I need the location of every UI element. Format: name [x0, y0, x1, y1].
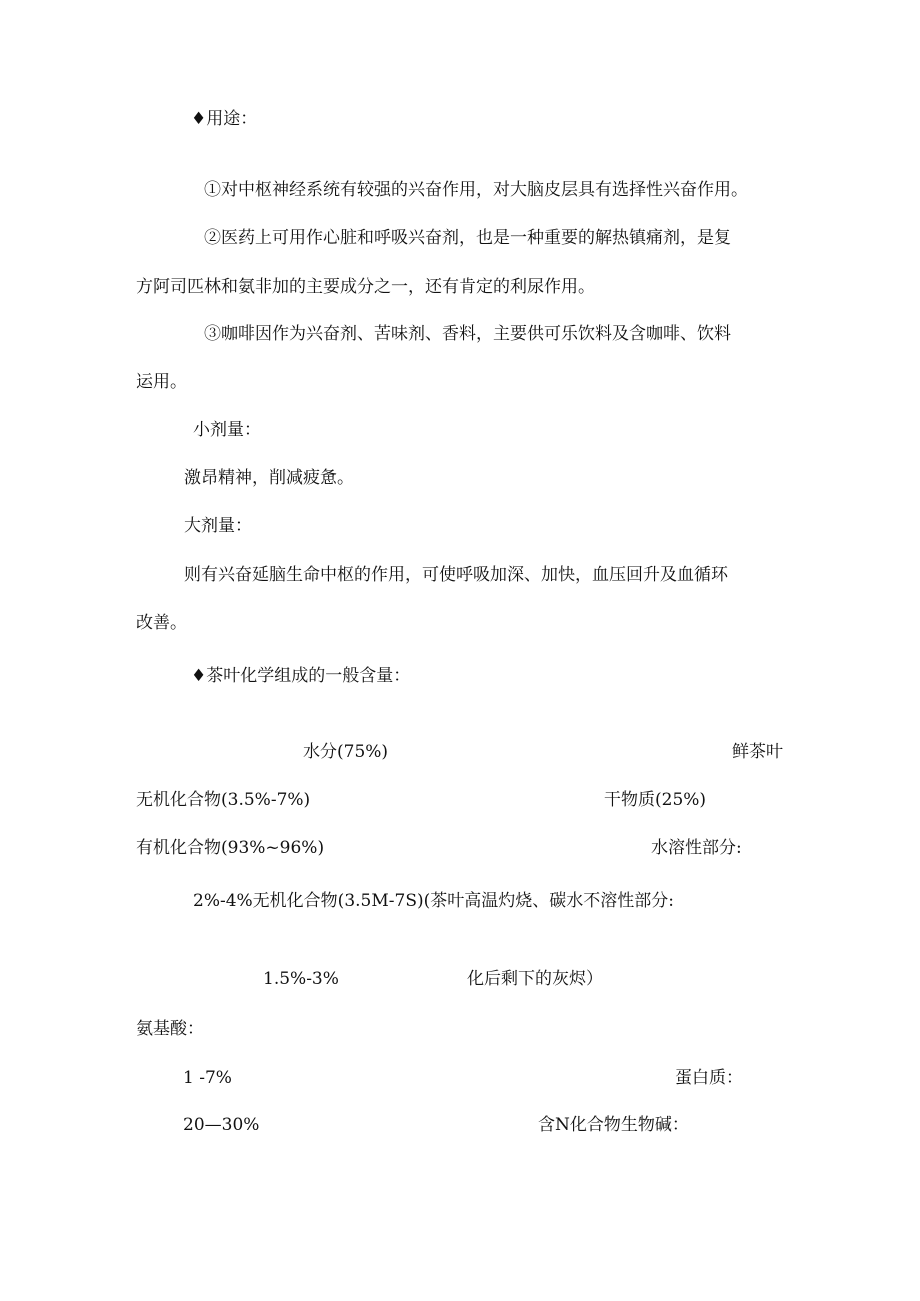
range-1-to-7: 1 -7%: [183, 1068, 232, 1088]
uses-item-3-line-1: ③咖啡因作为兴奋剂、苦味剂、香料，主要供可乐饮料及含咖啡、饮料: [204, 324, 731, 344]
organic-compounds: 有机化合物(93%~96%): [136, 838, 325, 858]
uses-item-2-line-2: 方阿司匹林和氨非加的主要成分之一，还有肯定的利尿作用。: [136, 277, 595, 297]
inorganic-compounds: 无机化合物(3.5%-7%): [136, 790, 311, 810]
water-content: 水分(75%): [303, 742, 389, 762]
composition-heading: ♦茶叶化学组成的一般含量：: [191, 666, 411, 686]
composition-line-2-4: 2%-4%无机化合物(3.5M-7S)(茶叶高温灼烧、碳水不溶性部分:: [193, 891, 674, 911]
protein-label: 蛋白质：: [675, 1068, 743, 1088]
ash-description: 化后剩下的灰烬）: [467, 969, 603, 989]
range-1-5-to-3: 1.5%-3%: [263, 969, 339, 989]
nitrogen-compounds-label: 含N化合物生物碱：: [538, 1115, 689, 1135]
uses-item-3-line-2: 运用。: [136, 372, 187, 392]
large-dose-label: 大剂量：: [184, 516, 252, 536]
small-dose-text: 激昂精神，削减疲惫。: [184, 468, 354, 488]
large-dose-line-1: 则有兴奋延脑生命中枢的作用，可使呼吸加深、加快，血压回升及血循环: [184, 565, 728, 585]
large-dose-line-2: 改善。: [136, 613, 187, 633]
amino-acid-label: 氨基酸：: [136, 1019, 204, 1039]
dry-matter: 干物质(25%): [604, 790, 707, 810]
uses-heading: ♦用途：: [191, 109, 258, 129]
uses-item-1: ①对中枢神经系统有较强的兴奋作用，对大脑皮层具有选择性兴奋作用。: [204, 180, 748, 200]
range-20-to-30: 20—30%: [183, 1115, 260, 1135]
small-dose-label: 小剂量：: [193, 420, 261, 440]
uses-item-2-line-1: ②医药上可用作心脏和呼吸兴奋剂，也是一种重要的解热镇痛剂，是复: [204, 228, 731, 248]
fresh-leaf-label: 鲜茶叶: [732, 742, 783, 762]
water-soluble-part: 水溶性部分:: [651, 838, 742, 858]
